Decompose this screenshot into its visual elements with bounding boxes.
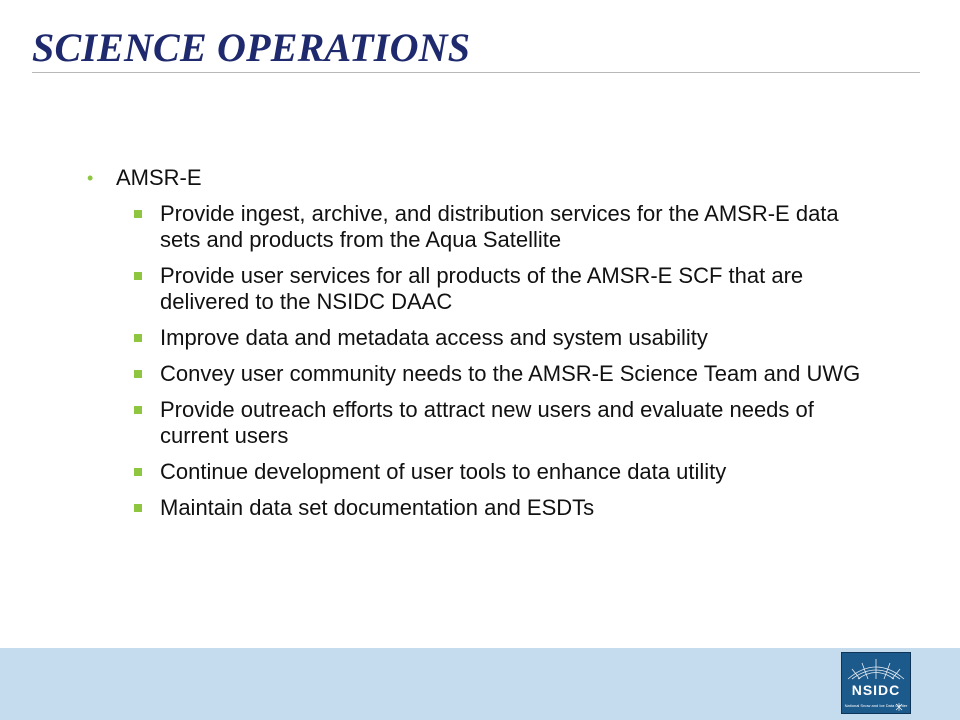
sub-bullet-text: Maintain data set documentation and ESDTs <box>160 495 595 520</box>
sub-bullet-item <box>132 459 882 485</box>
square-bullet-icon <box>132 459 160 485</box>
title-divider <box>32 72 920 73</box>
square-bullet-icon <box>132 325 160 351</box>
logo-tagline: National Snow and Ice Data Center <box>844 703 908 708</box>
sub-bullet-text: Improve data and metadata access and system usability <box>160 325 708 350</box>
sub-bullet-item <box>132 495 882 521</box>
square-bullet-icon <box>132 263 160 289</box>
sub-bullet-item <box>132 201 882 253</box>
sub-bullet-text: Provide user services for all products of the AMSR-E SCF that are delivered to the NSIDC DAAC <box>160 263 804 314</box>
square-bullet-icon <box>132 361 160 387</box>
top-bullet-item <box>82 165 882 191</box>
bullet-dot-icon: • <box>87 168 94 188</box>
sub-bullet-item <box>132 361 882 387</box>
sub-bullet-text: Provide outreach efforts to attract new users and evaluate needs of current users <box>160 397 814 448</box>
sub-bullet-text: Provide ingest, archive, and distribution services for the AMSR-E data sets and products from the Aqua Satellite <box>160 201 839 252</box>
sub-bullet-item <box>132 263 882 315</box>
logo-wordmark: NSIDC <box>851 682 901 698</box>
sub-bullet-text: Convey user community needs to the AMSR-E Science Team and UWG <box>160 361 861 386</box>
top-bullet-text: AMSR-E <box>116 165 202 190</box>
sub-bullet-item <box>132 325 882 351</box>
square-bullet-icon <box>132 397 160 423</box>
slide-title: SCIENCE OPERATIONS <box>32 25 471 70</box>
nsidc-logo <box>841 652 911 714</box>
footer-band <box>0 648 960 720</box>
square-bullet-icon <box>132 201 160 227</box>
sub-bullet-list <box>82 201 882 521</box>
square-bullet-icon <box>132 495 160 521</box>
sub-bullet-item <box>132 397 882 449</box>
sub-bullet-text: Continue development of user tools to enhance data utility <box>160 459 727 484</box>
slide-content <box>82 165 882 531</box>
